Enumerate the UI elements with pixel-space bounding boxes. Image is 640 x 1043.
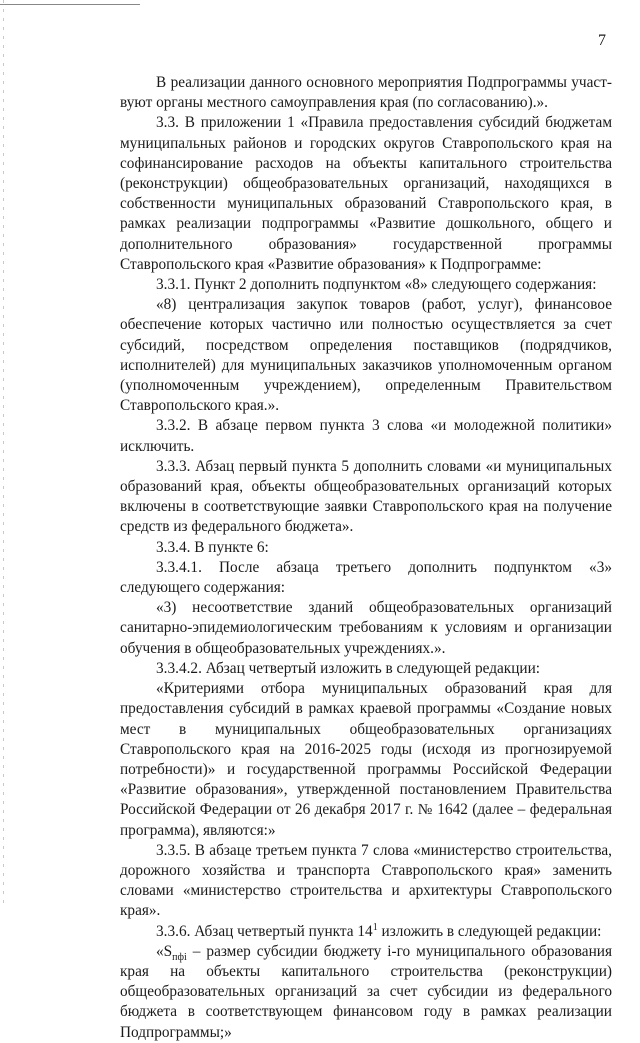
page-number: 7: [598, 32, 606, 49]
paragraph-3: 3.3.1. Пункт 2 дополнить подпунктом «8» следующего содержания:: [156, 276, 597, 294]
paragraph-14: [120, 942, 612, 1043]
paragraph-6: 3.3.3. Абзац первый пункта 5 дополнить словами «и муниципальных образований края, объекты общеобразовательных организаций которых включены в соответствующие заявки Ставропольского края на получение средств из федерального бюджета».: [120, 457, 612, 536]
paragraph-7: 3.3.4. В пункте 6:: [156, 538, 269, 556]
paragraph-14-end: – размер субсидии бюджету i-го муниципального образования края на объекты капитального строительства (реконструкции) общеобразовательных организаций за счет субсидии из федерального бюджета в соответствующем финансовом году в рамках реализации Подпрограммы;»: [120, 942, 612, 1041]
paragraph-2: 3.3. В приложении 1 «Правила предоставления субсидий бюджетам муниципальных районов и городских округов Ставропольского края на софинансирование расходов на объекты капитального строительства (реконструкции) общеобразовательных организаций, находящихся в собственности муниципальных образований Ставропольского края, в рамках реализации подпрограммы «Развитие дошкольного, общего и дополнительного образования» государственной программы Ставропольского края «Развитие образования» к Подпрограмме:: [120, 114, 612, 273]
paragraph-4: «8) централизация закупок товаров (работ, услуг), финансовое обеспечение которых частично или полностью осуществляется за счет субсидий, посредством определения поставщиков (подрядчиков, исполнителей) для муниципальных заказчиков уполномоченным органом (уполномоченным учреждением), определенным Правительством Ставропольского края.».: [120, 296, 612, 415]
paragraph-8: 3.3.4.1. После абзаца третьего дополнить подпунктом «3» следующего содержания:: [120, 558, 612, 597]
scan-left-edge-line: [3, 0, 4, 905]
paragraph-14-start: «S: [156, 942, 173, 960]
formula-subscript: пфi: [172, 951, 187, 963]
paragraph-12: 3.3.5. В абзаце третьем пункта 7 слова «министерство строительства, дорожного хозяйства и транспорта Ставропольского края» заменить словами «министерство строительства и архитектуры Ставропольского края».: [120, 841, 612, 920]
document-body: [120, 73, 612, 1043]
paragraph-1: В реализации данного основного мероприятия Подпрограммы участвуют органы местного самоуправления края (по согласованию).».: [120, 74, 612, 112]
paragraph-9: «3) несоответствие зданий общеобразовательных организаций санитарно-эпидемиологическим требованиям к условиям и организации обучения в общеобразовательных учреждениях.».: [120, 599, 612, 657]
paragraph-10: 3.3.4.2. Абзац четвертый изложить в следующей редакции:: [156, 659, 541, 677]
paragraph-5: 3.3.2. В абзаце первом пункта 3 слова «и молодежной политики» исключить.: [120, 417, 612, 455]
paragraph-13-end: изложить в следующей редакции:: [377, 922, 602, 940]
paragraph-11: «Критериями отбора муниципальных образований края для предоставления субсидий в рамках краевой программы «Создание новых мест в муниципальных общеобразовательных организациях Ставропольского края на 2016-2025 годы (исходя из прогнозируемой потребности)» и государственной программы Российской Федерации «Развитие образования», утвержденной постановлением Правительства Российской Федерации от 26 декабря 2017 г. № 1642 (далее – федеральная программа), являются:»: [120, 680, 612, 839]
scan-top-edge-line: [0, 4, 140, 5]
paragraph-13-start: 3.3.6. Абзац четвертый пункта 14: [156, 922, 373, 940]
footnote-superscript: 1: [372, 921, 378, 933]
paragraph-13: [120, 922, 612, 942]
